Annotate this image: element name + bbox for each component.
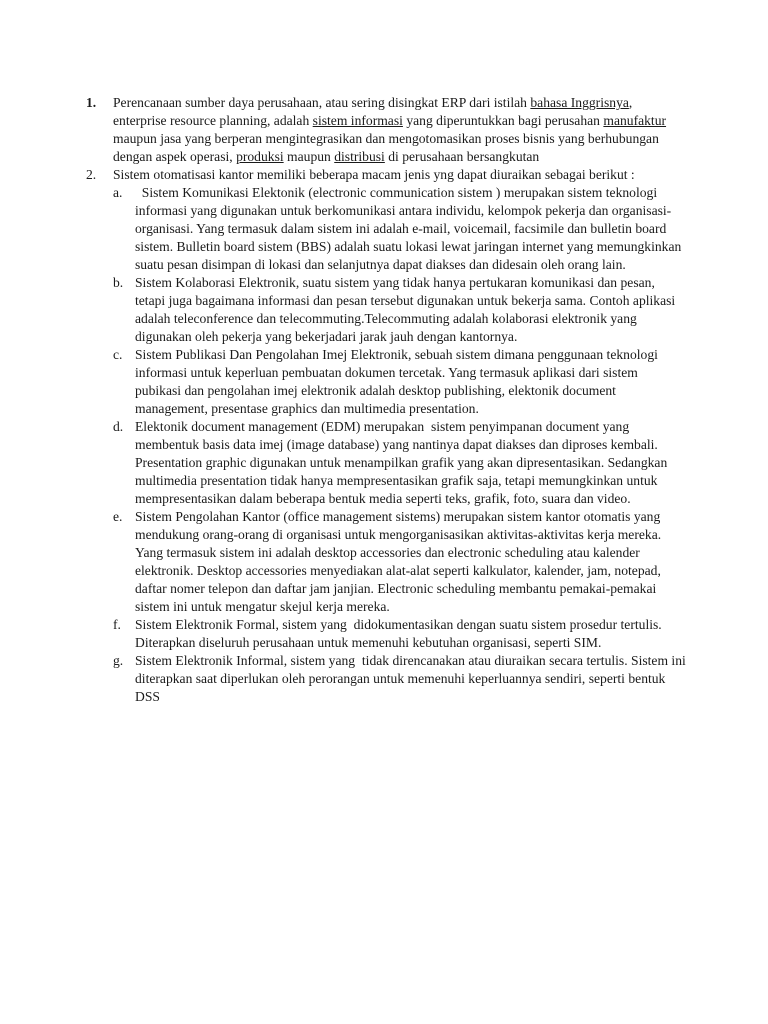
sub-letter: c. — [113, 347, 123, 362]
link-manufaktur[interactable]: manufaktur — [603, 113, 667, 128]
text-run: di perusahaan bersangkutan — [384, 149, 540, 164]
paragraph-erp — [113, 94, 686, 166]
text-run: , enterprise resource planning, adalah — [113, 95, 633, 128]
sub-item-b — [113, 274, 686, 346]
sub-letter: d. — [113, 419, 124, 434]
sub-item-text: Sistem Kolaborasi Elektronik, suatu sistem yang tidak hanya pertukaran komunikasi dan pesan, tetapi juga bagaimana informasi dan pesan tersebut digunakan untuk bekerja sama. Contoh aplikasi adalah teleconference dan telecommuting.Telecommuting adalah kolaborasi elektronik yang digunakan oleh pekerja yang bekerjadari jarak jauh dengan kantornya. — [135, 275, 676, 344]
sub-item-text: Sistem Elektronik Informal, sistem yang tidak direncanakan atau diuraikan secara tertulis. Sistem ini diterapkan saat diperlukan oleh perorangan untuk memenuhi keperluannya sendiri, seperti bentuk DSS — [135, 653, 686, 704]
sub-item-text: Sistem Komunikasi Elektonik (electronic communication sistem ) merupakan sistem teknologi informasi yang digunakan untuk berkomunikasi antara individu, kelompok pekerja dan organisasi-organisasi. Yang termasuk dalam sistem ini adalah e-mail, voicemail, facsimile dan bulletin board sistem. Bulletin board sistem (BBS) adalah suatu lokasi lewat jaringan internet yang memungkinkan suatu pesan disimpan di lokasi dan selanjutnya dapat diakses dan didesain oleh orang lain. — [135, 185, 682, 272]
sub-item-d — [113, 418, 686, 508]
link-sistem-informasi[interactable]: sistem informasi — [312, 113, 403, 128]
sub-letter: e. — [113, 509, 123, 524]
paragraph-intro: Sistem otomatisasi kantor memiliki beberapa macam jenis yng dapat diuraikan sebagai berikut : — [113, 167, 635, 182]
sub-letter: g. — [113, 653, 124, 668]
sub-item-a — [113, 184, 686, 274]
sub-item-e — [113, 508, 686, 616]
document-body — [86, 94, 686, 706]
sub-item-c — [113, 346, 686, 418]
list-number: 1. — [86, 95, 97, 110]
sub-item-text: Sistem Elektronik Formal, sistem yang didokumentasikan dengan suatu sistem prosedur tertulis. Diterapkan diseluruh perusahaan untuk memenuhi kebutuhan organisasi, seperti SIM. — [135, 617, 662, 650]
text-run: maupun — [283, 149, 335, 164]
sub-item-text: Sistem Pengolahan Kantor (office management sistems) merupakan sistem kantor otomatis yang mendukung orang-orang di organisasi untuk mengorganisasikan aktivitas-aktivitas kerja mereka. Yang termasuk sistem ini adalah desktop accessories dan electronic scheduling atau kalender elektronik. Desktop accessories menyediakan alat-alat seperti kalkulator, kalender, jam, notepad, daftar nomer telepon dan daftar jam janjian. Electronic scheduling membantu pemakai-pemakai sistem ini untuk mengatur skejul kerja mereka. — [135, 509, 662, 614]
sub-item-g — [113, 652, 686, 706]
link-distribusi[interactable]: distribusi — [334, 149, 385, 164]
list-item-2 — [86, 166, 686, 706]
text-run: yang diperuntukkan bagi perusahan — [402, 113, 604, 128]
link-produksi[interactable]: produksi — [236, 149, 284, 164]
sub-item-text: Elektonik document management (EDM) merupakan sistem penyimpanan document yang membentuk basis data imej (image database) yang nantinya dapat diakses dan diproses kembali. Presentation graphic digunakan untuk menampilkan grafik yang akan dipresentasikan. Sedangkan multimedia presentation tidak hanya mempresentasikan grafik saja, tetapi memungkinkan untuk mempresentasikan dalam beberapa bentuk media seperti teks, grafik, foto, suara dan video. — [135, 419, 668, 506]
list-number: 2. — [86, 167, 97, 182]
sub-letter: f. — [113, 617, 121, 632]
text-run: Perencanaan sumber daya perusahaan, atau sering disingkat ERP dari istilah — [113, 95, 531, 110]
sub-letter: b. — [113, 275, 124, 290]
sub-item-f — [113, 616, 686, 652]
list-item-1 — [86, 94, 686, 166]
sub-item-text: Sistem Publikasi Dan Pengolahan Imej Elektronik, sebuah sistem dimana penggunaan teknologi informasi untuk keperluan pembuatan dokumen tercetak. Yang termasuk aplikasi dari sistem pubikasi dan pengolahan imej elektronik adalah desktop publishing, elektonik document management, presentase graphics dan multimedia presentation. — [135, 347, 658, 416]
text-run: maupun jasa yang berperan mengintegrasikan dan mengotomasikan proses bisnis yang berhubungan dengan aspek operasi, — [113, 131, 659, 164]
sub-letter: a. — [113, 185, 123, 200]
sub-list — [113, 184, 686, 706]
link-bahasa-inggris[interactable]: bahasa Inggrisnya — [530, 95, 629, 110]
